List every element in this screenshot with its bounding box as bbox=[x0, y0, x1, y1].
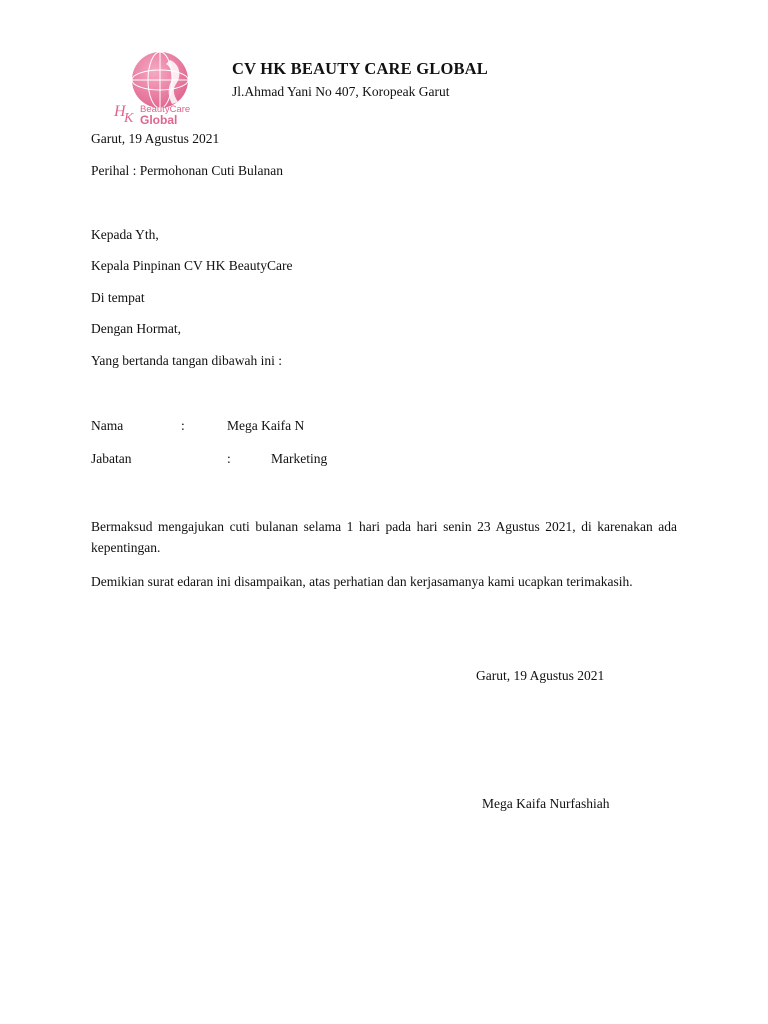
body-paragraph-closing: Demikian surat edaran ini disampaikan, atas perhatian dan kerjasamanya kami ucapkan terimakasih. bbox=[91, 574, 633, 589]
name-label: Nama bbox=[91, 418, 124, 433]
hk-beautycare-global-logo-icon bbox=[112, 50, 204, 128]
company-address: Jl.Ahmad Yani No 407, Koropeak Garut bbox=[232, 84, 450, 99]
greeting: Dengan Hormat, bbox=[91, 321, 181, 336]
position-colon: : bbox=[227, 451, 231, 466]
recipient-salutation: Kepada Yth, bbox=[91, 227, 159, 242]
svg-text:H: H bbox=[114, 103, 126, 120]
body-paragraph-request: Bermaksud mengajukan cuti bulanan selama 1 hari pada hari senin 23 Agustus 2021, di karenakan ada kepentingan. bbox=[91, 519, 677, 555]
company-name: CV HK BEAUTY CARE GLOBAL bbox=[232, 59, 489, 78]
svg-text:K: K bbox=[124, 111, 134, 126]
position-label: Jabatan bbox=[91, 451, 132, 466]
svg-text:Global: Global bbox=[140, 113, 178, 127]
company-logo bbox=[112, 50, 204, 128]
intro-line: Yang bertanda tangan dibawah ini : bbox=[91, 353, 282, 368]
recipient-title: Kepala Pinpinan CV HK BeautyCare bbox=[91, 258, 293, 273]
name-colon: : bbox=[181, 418, 185, 433]
letter-date: Garut, 19 Agustus 2021 bbox=[91, 131, 220, 146]
letter-subject: Perihal : Permohonan Cuti Bulanan bbox=[91, 163, 283, 178]
name-value: Mega Kaifa N bbox=[227, 418, 305, 433]
position-value: Marketing bbox=[271, 451, 328, 466]
signature-name: Mega Kaifa Nurfashiah bbox=[482, 796, 610, 811]
closing-date: Garut, 19 Agustus 2021 bbox=[476, 668, 605, 683]
recipient-location: Di tempat bbox=[91, 290, 145, 305]
svg-text:BeautyCare: BeautyCare bbox=[140, 104, 191, 115]
